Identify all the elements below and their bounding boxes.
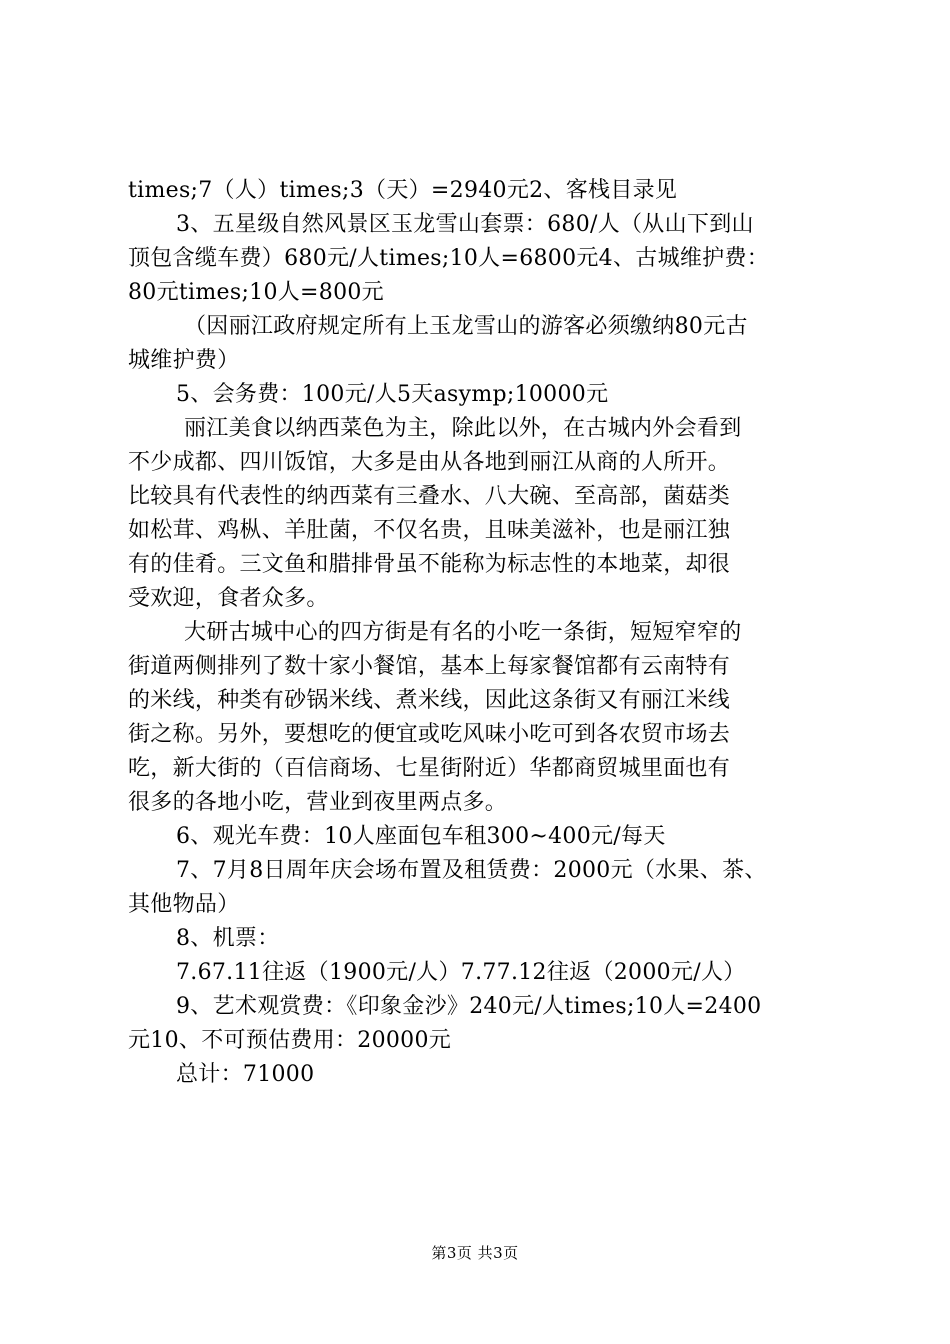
text-line: times;7（人）times;3（天）=2940元2、客栈目录见 — [128, 178, 678, 203]
text-line: 受欢迎，食者众多。 — [128, 586, 329, 611]
text-line: 9、艺术观赏费：《印象金沙》240元/人times;10人=2400 — [176, 994, 762, 1019]
text-line: 如松茸、鸡枞、羊肚菌，不仅名贵，且味美滋补，也是丽江独 — [128, 518, 731, 543]
text-line: 丽江美食以纳西菜色为主，除此以外，在古城内外会看到 — [184, 416, 742, 441]
text-line: 7、7月8日周年庆会场布置及租赁费：2000元（水果、茶、 — [176, 858, 767, 883]
text-line: 比较具有代表性的纳西菜有三叠水、八大碗、至高部，菌菇类 — [128, 484, 731, 509]
text-line: 其他物品） — [128, 892, 240, 917]
text-line: 7.67.11往返（1900元/人）7.77.12往返（2000元/人） — [176, 960, 746, 985]
text-line: 8、机票： — [176, 926, 280, 951]
text-line: 元10、不可预估费用：20000元 — [128, 1028, 452, 1053]
text-line: 顶包含缆车费）680元/人times;10人=6800元4、古城维护费： — [128, 246, 770, 271]
text-line: 5、会务费：100元/人5天asymp;10000元 — [176, 382, 609, 407]
text-line: 城维护费） — [128, 348, 240, 373]
text-line: 街道两侧排列了数十家小餐馆，基本上每家餐馆都有云南特有 — [128, 654, 731, 679]
text-line: （因丽江政府规定所有上玉龙雪山的游客必须缴纳80元古 — [184, 314, 748, 339]
text-line: 3、五星级自然风景区玉龙雪山套票：680/人（从山下到山 — [176, 212, 754, 237]
text-line: 80元times;10人=800元 — [128, 280, 384, 305]
text-line: 街之称。另外，要想吃的便宜或吃风味小吃可到各农贸市场去 — [128, 722, 731, 747]
text-line: 大研古城中心的四方街是有名的小吃一条街，短短窄窄的 — [184, 620, 742, 645]
text-line: 很多的各地小吃，营业到夜里两点多。 — [128, 790, 508, 815]
document-body — [128, 174, 848, 1092]
text-line: 6、观光车费：10人座面包车租300~400元/每天 — [176, 824, 666, 849]
page-number-footer: 第3页 共3页 — [431, 1244, 519, 1262]
text-line: 的米线，种类有砂锅米线、煮米线，因此这条街又有丽江米线 — [128, 688, 731, 713]
text-line: 总计：71000 — [176, 1062, 315, 1087]
text-line: 吃，新大街的（百信商场、七星街附近）华都商贸城里面也有 — [128, 756, 731, 781]
text-line: 有的佳肴。三文鱼和腊排骨虽不能称为标志性的本地菜，却很 — [128, 552, 731, 577]
text-line: 不少成都、四川饭馆，大多是由从各地到丽江从商的人所开。 — [128, 450, 731, 475]
